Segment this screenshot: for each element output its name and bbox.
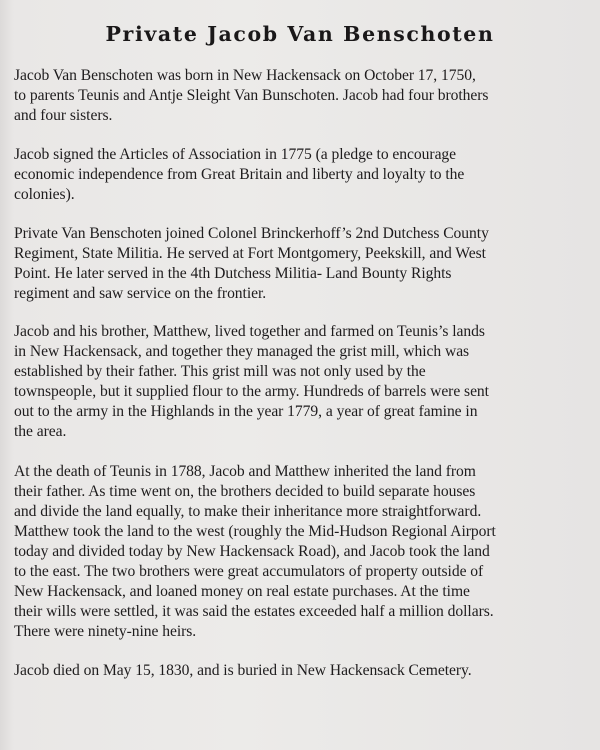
text-line: Jacob died on May 15, 1830, and is buried in New Hackensack Cemetery.: [14, 662, 472, 679]
text-line: New Hackensack, and loaned money on real estate purchases. At the time: [14, 583, 470, 600]
paragraph-birth: [14, 66, 589, 126]
text-line: their father. As time went on, the brothers decided to build separate houses: [14, 483, 476, 500]
text-line: in New Hackensack, and together they managed the grist mill, which was: [14, 343, 470, 360]
paragraph-death: [14, 661, 589, 681]
text-line: At the death of Teunis in 1788, Jacob and Matthew inherited the land from: [14, 463, 476, 480]
text-line: the area.: [14, 423, 67, 440]
text-line: colonies).: [14, 186, 75, 203]
paragraph-service: [14, 224, 589, 304]
text-line: Jacob signed the Articles of Association in 1775 (a pledge to encourage: [14, 146, 457, 163]
paragraph-grist-mill: [14, 322, 589, 442]
text-line: Jacob Van Benschoten was born in New Hackensack on October 17, 1750,: [14, 67, 476, 84]
text-line: Matthew took the land to the west (roughly the Mid-Hudson Regional Airport: [14, 523, 496, 540]
text-line: Private Van Benschoten joined Colonel Brinckerhoff’s 2nd Dutchess County: [14, 225, 489, 242]
text-line: to parents Teunis and Antje Sleight Van Bunschoten. Jacob had four brothers: [14, 87, 489, 104]
text-line: their wills were settled, it was said the estates exceeded half a million dollars.: [14, 603, 494, 620]
document-body: [14, 66, 589, 700]
text-line: and divide the land equally, to make their inheritance more straightforward.: [14, 503, 482, 520]
text-line: to the east. The two brothers were great accumulators of property outside of: [14, 563, 484, 580]
page-title: Private Jacob Van Benschoten: [105, 22, 495, 46]
text-line: out to the army in the Highlands in the year 1779, a year of great famine in: [14, 403, 478, 420]
text-line: today and divided today by New Hackensack Road), and Jacob took the land: [14, 543, 490, 560]
paragraph-articles: [14, 145, 589, 205]
text-line: Point. He later served in the 4th Dutchess Militia- Land Bounty Rights: [14, 265, 452, 282]
text-line: townspeople, but it supplied flour to the army. Hundreds of barrels were sent: [14, 383, 489, 400]
text-line: and four sisters.: [14, 107, 113, 124]
text-line: There were ninety-nine heirs.: [14, 623, 197, 640]
text-line: established by their father. This grist mill was not only used by the: [14, 363, 426, 380]
text-line: economic independence from Great Britain and liberty and loyalty to the: [14, 166, 465, 183]
text-line: Regiment, State Militia. He served at Fort Montgomery, Peekskill, and West: [14, 245, 486, 262]
text-line: regiment and saw service on the frontier.: [14, 285, 267, 302]
text-line: Jacob and his brother, Matthew, lived together and farmed on Teunis’s lands: [14, 323, 485, 340]
paragraph-inheritance: [14, 462, 589, 642]
